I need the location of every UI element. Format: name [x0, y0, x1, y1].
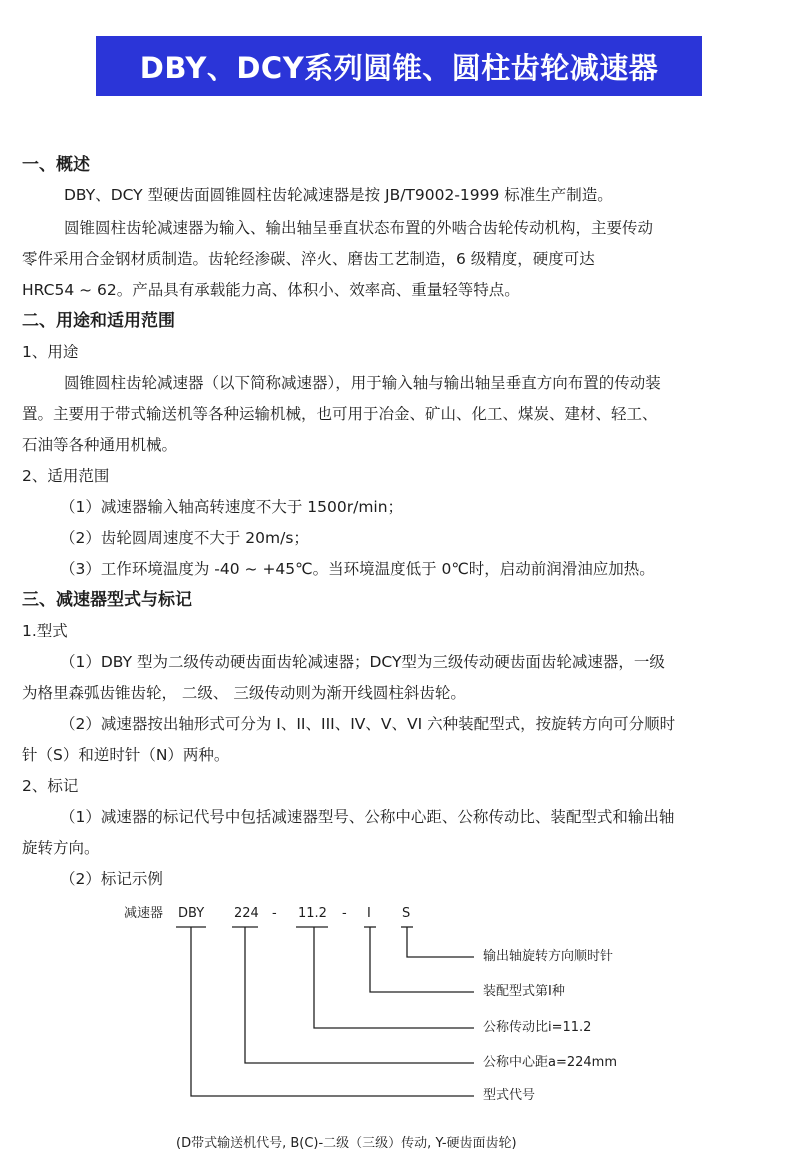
code-assembly: I	[367, 906, 371, 921]
code-center: 224	[234, 906, 259, 921]
code-type: DBY	[178, 906, 205, 921]
code-dash: -	[272, 906, 277, 921]
diagram-footnote: (D带式输送机代号, B(C)-二级（三级）传动, Y-硬齿面齿轮)	[176, 1136, 517, 1151]
paragraph-text: 圆锥圆柱齿轮减速器（以下简称减速器），用于输入轴与输出轴呈垂直方向布置的传动装	[64, 374, 661, 392]
paragraph-text: （2）减速器按出轴形式可分为 I、II、III、IV、V、VI 六种装配型式，按旋转方向可分顺时	[60, 715, 676, 733]
label-type: 型式代号	[483, 1088, 536, 1103]
leader-rotation	[407, 927, 474, 957]
subheading: 2、标记	[22, 777, 79, 795]
leader-ratio	[314, 927, 474, 1028]
diagram-prefix: 减速器	[124, 906, 164, 921]
list-item: （2）齿轮圆周速度不大于 20m/s；	[60, 529, 309, 547]
paragraph-text: 零件采用合金钢材质制造。齿轮经渗碳、淬火、磨齿工艺制造，6 级精度，硬度可达	[22, 250, 595, 268]
label-assembly: 装配型式第I种	[483, 984, 565, 999]
paragraph-text: 针（S）和逆时针（N）两种。	[22, 746, 230, 764]
paragraph-text: DBY、DCY 型硬齿面圆锥圆柱齿轮减速器是按 JB/T9002-1999 标准生产制造。	[64, 186, 613, 204]
paragraph-text: 旋转方向。	[22, 839, 100, 857]
list-item: （3）工作环境温度为 -40 ~ +45℃。当环境温度低于 0℃时，启动前润滑油应加热。	[60, 560, 655, 578]
subheading: 2、适用范围	[22, 467, 110, 485]
subheading: 1.型式	[22, 622, 68, 640]
label-rotation: 输出轴旋转方向顺时针	[483, 949, 614, 964]
paragraph-text: 石油等各种通用机械。	[22, 436, 178, 454]
leader-assembly	[370, 927, 474, 992]
section-heading-types: 三、减速器型式与标记	[22, 590, 192, 610]
paragraph-text: 为格里森弧齿锥齿轮， 二级、 三级传动则为渐开线圆柱斜齿轮。	[22, 684, 466, 702]
leader-type	[191, 927, 474, 1096]
code-ratio: 11.2	[298, 906, 327, 921]
leader-center	[245, 927, 474, 1063]
paragraph-text: （1）减速器的标记代号中包括减速器型号、公称中心距、公称传动比、装配型式和输出轴	[60, 808, 675, 826]
title-banner: DBY、DCY系列圆锥、圆柱齿轮减速器	[96, 36, 702, 96]
section-heading-usage: 二、用途和适用范围	[22, 311, 175, 331]
subheading: 1、用途	[22, 343, 79, 361]
paragraph-text: HRC54 ~ 62。产品具有承载能力高、体积小、效率高、重量轻等特点。	[22, 281, 520, 299]
paragraph-text: （1）DBY 型为二级传动硬齿面齿轮减速器；DCY型为三级传动硬齿面齿轮减速器，一级	[60, 653, 665, 671]
code-rotation: S	[402, 906, 411, 921]
list-item: （1）减速器输入轴高转速度不大于 1500r/min；	[60, 498, 404, 516]
paragraph-text: （2）标记示例	[60, 870, 163, 888]
section-heading-overview: 一、概述	[22, 155, 90, 175]
label-center: 公称中心距a=224mm	[483, 1055, 617, 1070]
paragraph-text: 置。主要用于带式输送机等各种运输机械，也可用于冶金、矿山、化工、煤炭、建材、轻工、	[22, 405, 658, 423]
label-ratio: 公称传动比i=11.2	[483, 1020, 592, 1035]
paragraph-text: 圆锥圆柱齿轮减速器为输入、输出轴呈垂直状态布置的外啮合齿轮传动机构，主要传动	[64, 219, 654, 237]
code-dash: -	[342, 906, 347, 921]
